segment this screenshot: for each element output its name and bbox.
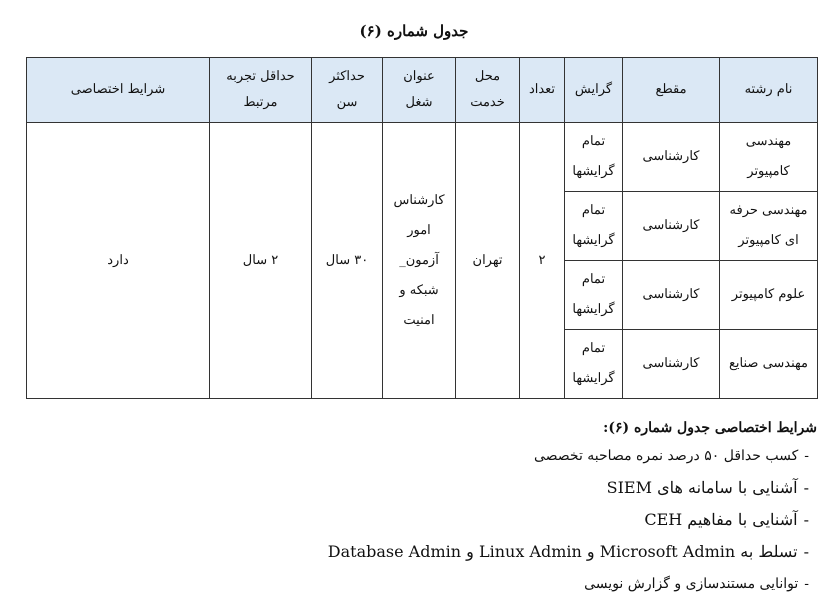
field-cell: علوم کامپیوتر	[720, 261, 818, 330]
header-specialty: گرایش	[565, 58, 623, 123]
dash-bullet: -	[803, 510, 809, 529]
table-title: جدول شماره (۶)	[359, 22, 469, 40]
field-cell: مهندسی کامپیوتر	[720, 123, 818, 192]
specialty-cell: تمام گرایشها	[565, 261, 623, 330]
degree-cell: کارشناسی	[623, 123, 720, 192]
requirement-text: کسب حداقل ۵۰ درصد نمره مصاحبه تخصصی	[533, 448, 799, 464]
header-job-title: عنوان شغل	[383, 58, 456, 123]
header-location: محل خدمت	[456, 58, 520, 123]
specialty-cell: تمام گرایشها	[565, 192, 623, 261]
degree-cell: کارشناسی	[623, 330, 720, 399]
list-item	[17, 448, 809, 464]
dash-bullet: -	[804, 448, 809, 464]
field-cell: مهندسی صنایع	[720, 330, 818, 399]
location-cell: تهران	[456, 123, 520, 399]
header-degree: مقطع	[623, 58, 720, 123]
header-count: تعداد	[520, 58, 565, 123]
list-item	[17, 576, 809, 592]
count-cell: ۲	[520, 123, 565, 399]
requirement-text: تسلط به Microsoft Admin و Linux Admin و Database Admin	[327, 542, 798, 561]
specialty-cell: تمام گرایشها	[565, 123, 623, 192]
list-item	[17, 480, 809, 496]
dash-bullet: -	[803, 478, 809, 497]
list-item	[17, 544, 809, 560]
field-cell: مهندسی حرفه ای کامپیوتر	[720, 192, 818, 261]
header-min-experience: حداقل تجربه مرتبط	[210, 58, 312, 123]
degree-cell: کارشناسی	[623, 261, 720, 330]
job-title-cell: کارشناس امور آزمون_ شبکه و امنیت	[383, 123, 456, 399]
dash-bullet: -	[804, 576, 809, 592]
header-special-conditions: شرایط اختصاصی	[27, 58, 210, 123]
degree-cell: کارشناسی	[623, 192, 720, 261]
requirements-list	[17, 448, 817, 592]
special-conditions-cell: دارد	[27, 123, 210, 399]
specialty-cell: تمام گرایشها	[565, 330, 623, 399]
min-experience-cell: ۲ سال	[210, 123, 312, 399]
requirements-title: شرایط اختصاصی جدول شماره (۶):	[603, 420, 817, 436]
jobs-table	[26, 57, 818, 399]
requirement-text: آشنایی با مفاهیم CEH	[644, 510, 798, 529]
header-max-age: حداکثر سن	[312, 58, 383, 123]
dash-bullet: -	[803, 542, 809, 561]
requirement-text: توانایی مستندسازی و گزارش نویسی	[584, 576, 799, 592]
max-age-cell: ۳۰ سال	[312, 123, 383, 399]
requirement-text: آشنایی با سامانه های SIEM	[606, 478, 798, 497]
list-item	[17, 512, 809, 528]
table-row	[27, 123, 818, 192]
requirements-section	[17, 420, 817, 608]
table-header-row	[27, 58, 818, 123]
header-field: نام رشته	[720, 58, 818, 123]
